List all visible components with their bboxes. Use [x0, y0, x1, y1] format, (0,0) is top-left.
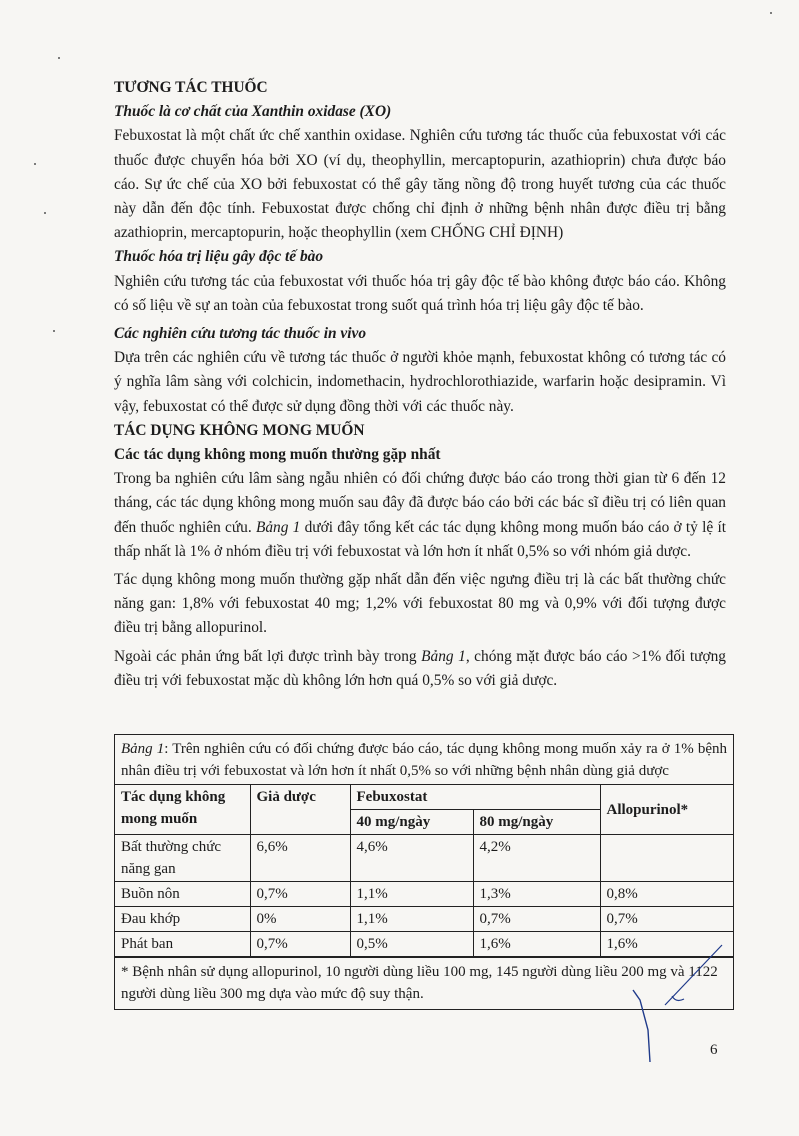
- header-effect: Tác dụng không mong muốn: [115, 785, 250, 835]
- cell-placebo: 0%: [250, 907, 350, 932]
- header-40mg: 40 mg/ngày: [350, 810, 473, 835]
- paragraph-chemo: Nghiên cứu tương tác của febuxostat với thuốc hóa trị gây độc tế bào không được báo cáo. Không có số liệu về sự an toàn của febuxostat trong suốt quá trình hóa trị liệu gây độc tế bào.: [114, 272, 726, 314]
- subheading-cytotoxic-chemo: Thuốc hóa trị liệu gây độc tế bào: [114, 248, 324, 266]
- cell-effect: Phát ban: [115, 932, 250, 957]
- cell-allo: 1,6%: [600, 932, 733, 957]
- cell-f80: 1,3%: [473, 882, 600, 907]
- header-80mg: 80 mg/ngày: [473, 810, 600, 835]
- cell-effect: Bất thường chức năng gan: [115, 835, 250, 882]
- paragraph-xo: Febuxostat là một chất ức chế xanthin oxidase. Nghiên cứu tương tác thuốc của febuxostat với các thuốc được chuyển hóa bởi XO (ví dụ, theophyllin, mercaptopurin, azathioprin) chưa được báo cáo. Sự ức chế của XO bởi febuxostat có thể gây tăng nồng độ trong huyết tương của các thuốc này dẫn đến độc tính. Febuxostat được chống chỉ định ở những bệnh nhân được điều trị bằng azathioprin, mercaptopurin, hoặc theophyllin (xem CHỐNG CHỈ ĐỊNH): [114, 127, 726, 242]
- cell-f40: 0,5%: [350, 932, 473, 957]
- cell-f80: 1,6%: [473, 932, 600, 957]
- cell-f40: 1,1%: [350, 882, 473, 907]
- page-number: 6: [710, 1042, 718, 1058]
- pen-stroke: [672, 996, 684, 1000]
- table-caption-label: Bảng 1: [121, 741, 165, 757]
- cell-placebo: 0,7%: [250, 932, 350, 957]
- cell-placebo: 0,7%: [250, 882, 350, 907]
- pen-stroke: [633, 990, 650, 1062]
- cell-f40: 1,1%: [350, 907, 473, 932]
- subheading-in-vivo-studies: Các nghiên cứu tương tác thuốc in vivo: [114, 325, 367, 343]
- text-run: Trong ba nghiên cứu lâm sàng ngẫu nhiên có đối chứng được báo cáo trong thời gian từ 6 đến 12 tháng, các tác dụng không mong muốn sau đây đã được báo cáo bởi các bác sĩ điều trị có liên quan đến thuốc nghiên cứu.: [114, 470, 726, 536]
- cell-f40: 4,6%: [350, 835, 473, 882]
- table-reference: Bảng 1: [255, 518, 301, 536]
- pen-stroke: [665, 945, 722, 1005]
- cell-effect: Buồn nôn: [115, 882, 250, 907]
- cell-allo: 0,7%: [600, 907, 733, 932]
- table-reference: Bảng 1: [421, 647, 466, 665]
- header-allopurinol: Allopurinol*: [600, 785, 733, 835]
- subheading-xo-substrates: Thuốc là cơ chất của Xanthin oxidase (XO): [114, 103, 392, 121]
- subheading-most-common-adverse: Các tác dụng không mong muốn thường gặp nhất: [114, 446, 441, 464]
- text-run: , chóng mặt được báo cáo >1% đối tượng điều trị với febuxostat mặc dù không lớn hơn quá 0,5% so với giả dược.: [114, 647, 727, 689]
- cell-placebo: 6,6%: [250, 835, 350, 882]
- cell-f80: 0,7%: [473, 907, 600, 932]
- table-caption-text: : Trên nghiên cứu có đối chứng được báo cáo, tác dụng không mong muốn xảy ra ở 1% bệnh nhân điều trị với febuxostat và lớn hơn ít nhất 0,5% so với những bệnh nhân dùng giả dược: [121, 741, 727, 779]
- table-footnote: * Bệnh nhân sử dụng allopurinol, 10 người dùng liều 100 mg, 145 người dùng liều 200 mg và 1122 người dùng liều 300 mg dựa vào mức độ suy thận.: [115, 957, 733, 1009]
- section-heading-drug-interactions: TƯƠNG TÁC THUỐC: [114, 79, 268, 96]
- header-febuxostat: Febuxostat: [350, 785, 600, 810]
- section-heading-adverse-effects: TÁC DỤNG KHÔNG MONG MUỐN: [114, 421, 365, 439]
- cell-allo: 0,8%: [600, 882, 733, 907]
- text-run: dưới đây tổng kết các tác dụng không mong muốn báo cáo ở tỷ lệ ít thấp nhất là 1% ở nhóm điều trị với febuxostat và lớn hơn ít nhất 0,5% so với nhóm giả dược.: [114, 518, 726, 560]
- cell-f80: 4,2%: [473, 835, 600, 882]
- paragraph-common-2: Tác dụng không mong muốn thường gặp nhất dẫn đến việc ngưng điều trị là các bất thường chức năng gan: 1,8% với febuxostat 40 mg; 1,2% với febuxostat 80 mg và 0,9% với đối tượng được điều trị bằng allopurinol.: [114, 571, 726, 637]
- header-placebo: Giả dược: [250, 785, 350, 835]
- paragraph-in-vivo: Dựa trên các nghiên cứu về tương tác thuốc ở người khỏe mạnh, febuxostat không có tương tác có ý nghĩa lâm sàng với colchicin, indomethacin, hydrochlorothiazide, warfarin hoặc desipramin. Vì vậy, febuxostat có thể được sử dụng đồng thời với các thuốc này.: [114, 349, 726, 415]
- cell-effect: Đau khớp: [115, 907, 250, 932]
- text-run: Ngoài các phản ứng bất lợi được trình bày trong: [114, 647, 422, 665]
